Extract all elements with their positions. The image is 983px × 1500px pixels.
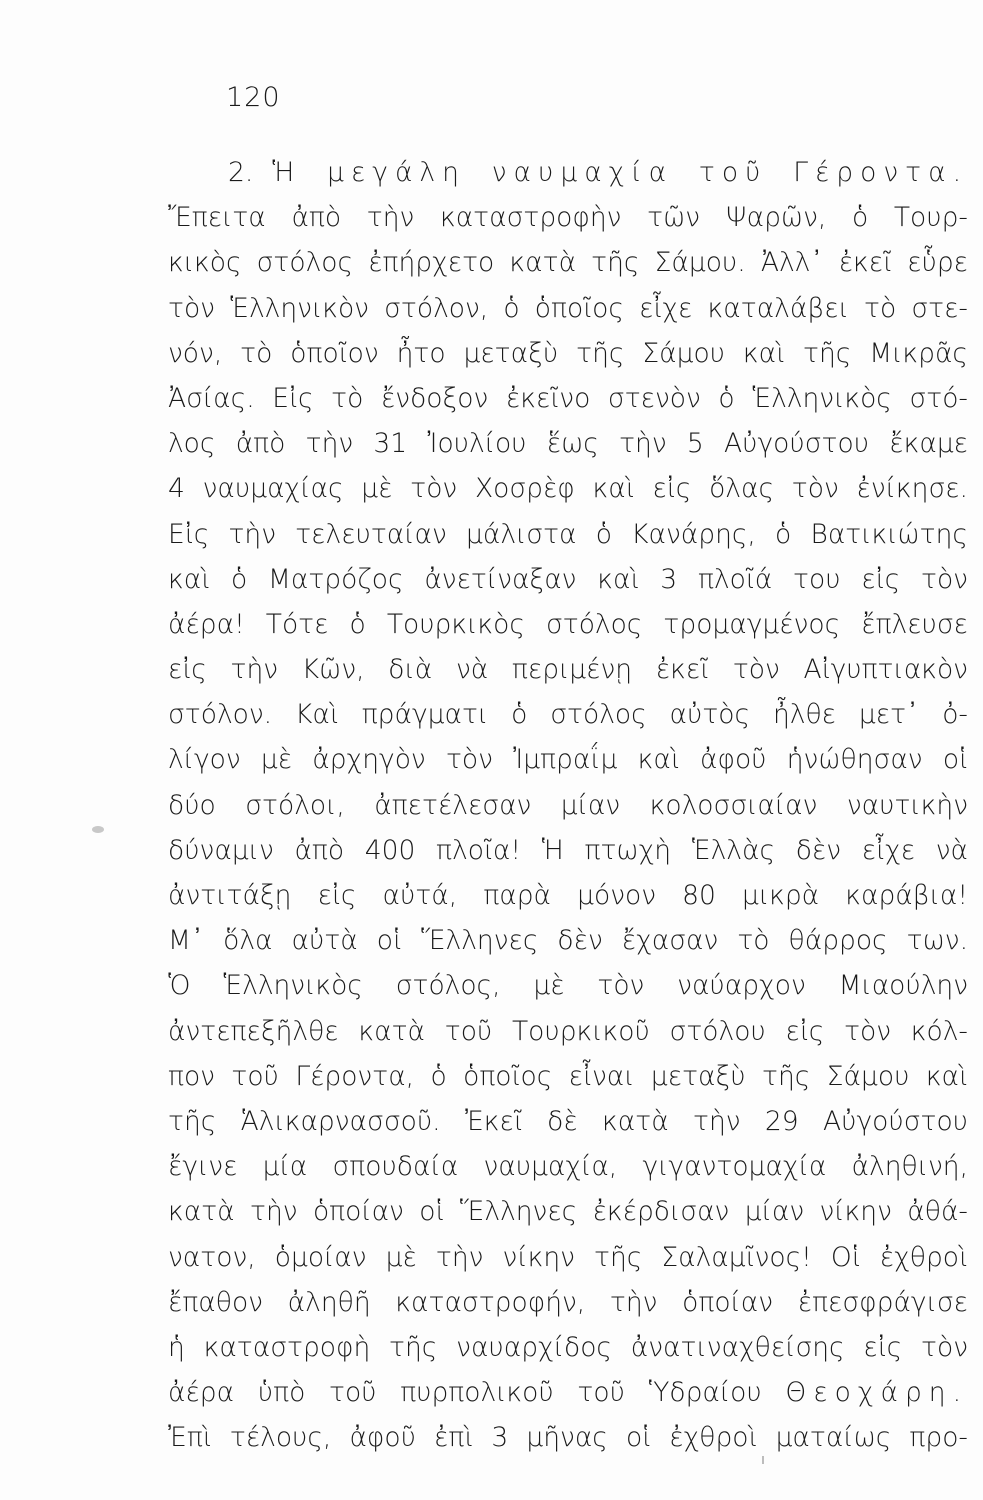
text-line: πον τοῦ Γέροντα, ὁ ὁποῖος εἶναι μεταξὺ τῆς Σάμου καὶ <box>168 1060 968 1092</box>
text-line: ἀντιτάξῃ εἰς αὐτά, παρὰ μόνον 80 μικρὰ καράβια! <box>168 880 968 911</box>
body-text <box>168 150 968 1460</box>
text-line: νόν, τὸ ὁποῖον ἦτο μεταξὺ τῆς Σάμου καὶ τῆς Μικρᾶς <box>168 337 968 369</box>
text-line: λίγον μὲ ἀρχηγὸν τὸν Ἰμπραΐμ καὶ ἀφοῦ ἡνώθησαν οἱ <box>168 744 968 776</box>
text-line: Ὁ Ἑλληνικὸς στόλος, μὲ τὸν ναύαρχον Μιαούλην <box>168 970 968 1002</box>
section-heading-line <box>168 150 968 195</box>
text-line: ἀντεπεξῆλθε κατὰ τοῦ Τουρκικοῦ στόλου εἰς τὸν κόλ- <box>168 1015 968 1047</box>
text-line: δύναμιν ἀπὸ 400 πλοῖα! Ἡ πτωχὴ Ἑλλὰς δὲν εἶχε νὰ <box>168 834 968 866</box>
text-line: Ἀσίας. Εἰς τὸ ἔνδοξον ἐκεῖνο στενὸν ὁ Ἑλληνικὸς στό- <box>168 382 968 414</box>
text-line: λος ἀπὸ τὴν 31 Ἰουλίου ἕως τὴν 5 Αὐγούστου ἔκαμε <box>168 428 968 460</box>
text-line: 4 ναυμαχίας μὲ τὸν Χοσρὲφ καὶ εἰς ὅλας τὸν ἐνίκησε. <box>168 473 968 505</box>
spaced-name: Θεοχάρη. <box>785 1377 968 1409</box>
text-line: τῆς Ἁλικαρνασσοῦ. Ἐκεῖ δὲ κατὰ τὴν 29 Αὐγούστου <box>168 1105 968 1137</box>
text-line: κατὰ τὴν ὁποίαν οἱ Ἕλληνες ἐκέρδισαν μίαν νίκην ἀθά- <box>168 1196 968 1228</box>
text-line-with-name <box>168 1370 968 1415</box>
section-title: Ἡ μεγάλη ναυμαχία τοῦ Γέροντα. <box>272 157 968 188</box>
section-number: 2. <box>228 157 254 188</box>
text-line: ἀέρα! Τότε ὁ Τουρκικὸς στόλος τρομαγμένος ἔπλευσε <box>168 608 968 640</box>
text-line: Ἐπὶ τέλους, ἀφοῦ ἐπὶ 3 μῆνας οἱ ἐχθροὶ ματαίως προ- <box>168 1422 968 1454</box>
text-line: τὸν Ἑλληνικὸν στόλον, ὁ ὁποῖος εἶχε καταλάβει τὸ στε- <box>168 292 968 324</box>
margin-mark <box>762 1456 764 1464</box>
text-line: καὶ ὁ Ματρόζος ἀνετίναξαν καὶ 3 πλοῖά του εἰς τὸν <box>168 563 968 595</box>
text-line: Ἔπειτα ἀπὸ τὴν καταστροφὴν τῶν Ψαρῶν, ὁ Τουρ- <box>168 202 968 234</box>
text-line: νατον, ὁμοίαν μὲ τὴν νίκην τῆς Σαλαμῖνος! Οἱ ἐχθροὶ <box>168 1241 968 1273</box>
text-line: Μ᾽ ὅλα αὐτὰ οἱ Ἕλληνες δὲν ἔχασαν τὸ θάρρος των. <box>168 925 968 957</box>
margin-speck <box>92 826 104 833</box>
text-line: εἰς τὴν Κῶν, διὰ νὰ περιμένῃ ἐκεῖ τὸν Αἰγυπτιακὸν <box>168 654 968 686</box>
text-line: δύο στόλοι, ἀπετέλεσαν μίαν κολοσσιαίαν ναυτικὴν <box>168 789 968 821</box>
text-line: ἡ καταστροφὴ τῆς ναυαρχίδος ἀνατιναχθείσης εἰς τὸν <box>168 1331 968 1363</box>
page-number: 120 <box>226 82 281 113</box>
text-line: κικὸς στόλος ἐπήρχετο κατὰ τῆς Σάμου. Ἀλλ᾽ ἐκεῖ εὗρε <box>168 247 968 279</box>
text-line-prefix: ἀέρα ὑπὸ τοῦ πυρπολικοῦ τοῦ Ὑδραίου <box>168 1377 762 1409</box>
text-line: στόλον. Καὶ πράγματι ὁ στόλος αὐτὸς ἦλθε μετ᾽ ὀ- <box>168 699 968 731</box>
text-line: ἔπαθον ἀληθῆ καταστροφήν, τὴν ὁποίαν ἐπεσφράγισε <box>168 1286 968 1318</box>
text-line: Εἰς τὴν τελευταίαν μάλιστα ὁ Κανάρης, ὁ Βατικιώτης <box>168 518 968 550</box>
text-line: ἔγινε μία σπουδαία ναυμαχία, γιγαντομαχία ἀληθινή, <box>168 1151 968 1183</box>
